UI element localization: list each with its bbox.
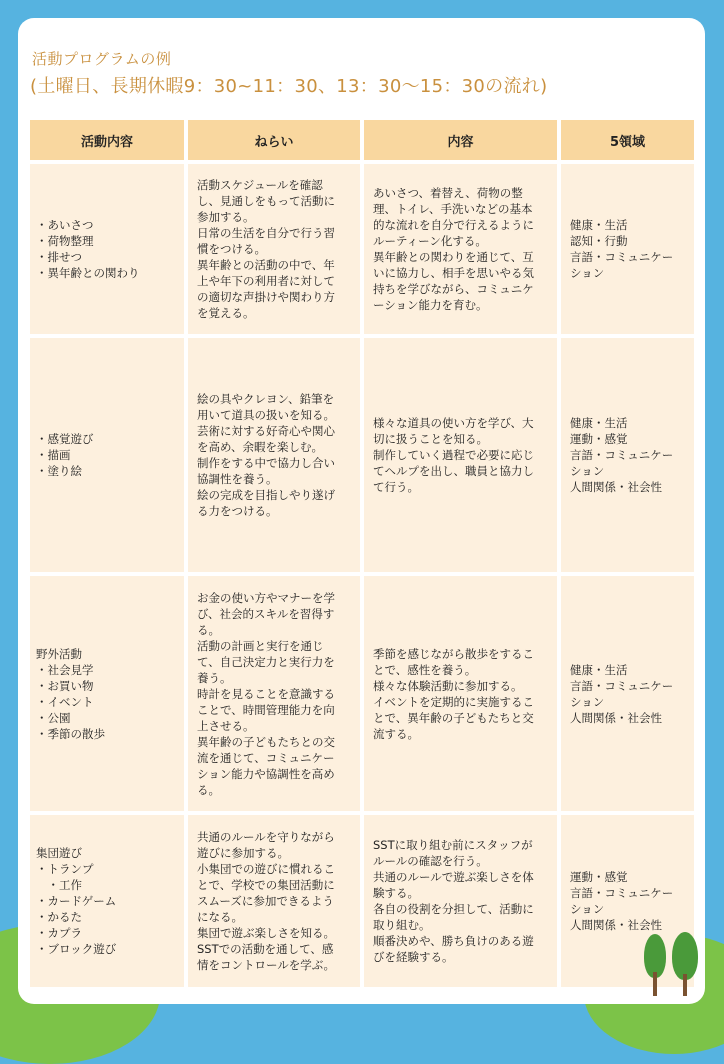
cell-text-line: 順番決めや、勝ち負けのある遊 (373, 934, 534, 948)
cell-text-line: 制作をする中で協力し合い (197, 456, 335, 470)
cell-text-line: 異年齢との関わりを通じて、互 (373, 250, 534, 264)
cell-domains (561, 338, 694, 572)
cell-activity (30, 164, 184, 334)
cell-text-line: 言語・コミュニケー (570, 250, 674, 264)
cell-text-line: スムーズに参加できるよう (197, 894, 334, 908)
cell-text-line: ・塗り絵 (36, 464, 82, 478)
cell-content (364, 338, 557, 572)
cell-activity (30, 338, 184, 572)
header-content: 内容 (364, 120, 557, 160)
cell-text-line: 絵の完成を目指しやり遂げ (197, 488, 335, 502)
cell-text-line: 人間関係・社会性 (570, 710, 662, 725)
cell-text-line: を覚える。 (197, 306, 255, 320)
cell-text-line: し、見通しをもって活動に (197, 194, 335, 208)
cell-activity (30, 815, 184, 987)
cell-text-line: いに協力し、相手を思いやる気 (373, 266, 534, 280)
cell-text-line: てヘルプを出し、職員と協力し (373, 464, 534, 478)
cell-text-line: 参加する。 (197, 210, 255, 224)
cell-text-line: ・公園 (36, 710, 71, 725)
cell-text-line: 芸術に対する好奇心や関心 (197, 424, 335, 438)
cell-text-line: 様々な体験活動に参加する。 (373, 678, 523, 693)
cell-text-line: ・お買い物 (36, 678, 94, 693)
cell-text-line: 流を通じて、コミュニケー (197, 750, 335, 765)
cell-text-line: 季節を感じながら散歩をするこ (373, 646, 534, 661)
cell-text-line: 集団遊び (36, 846, 82, 860)
cell-text-line: 理、トイレ、手洗いなどの基本 (373, 202, 533, 216)
cell-text-line: 取り組む。 (373, 918, 431, 932)
cell-text-line: ・季節の散歩 (36, 726, 105, 741)
cell-text-line: 用いて道具の扱いを知る。 (197, 408, 335, 422)
cell-text-line: とで、異年齢の子どもたちと交 (373, 710, 534, 725)
cell-text-line: ・異年齢との関わり (36, 266, 140, 280)
program-card (18, 18, 705, 1004)
cell-text-line: 上させる。 (197, 718, 255, 733)
cell-text-line: 切に扱うことを知る。 (373, 432, 488, 446)
cell-text-line: 運動・感覚 (570, 870, 628, 884)
cell-text-line: て、自己決定力と実行力を (197, 654, 335, 669)
cell-text-line: ション能力や協調性を高め (197, 766, 335, 781)
cell-text-line: 言語・コミュニケー (570, 886, 674, 900)
cell-text-line: 健康・生活 (570, 416, 628, 430)
cell-text-line: 情をコントロールを学ぶ。 (197, 958, 335, 972)
cell-text-line: 的な流れを自分で行えるように (373, 218, 534, 232)
cell-text-line: 遊びに参加する。 (197, 846, 289, 860)
cell-text-line: 共通のルールを守りながら (197, 830, 335, 844)
cell-text-line: お金の使い方やマナーを学 (197, 590, 335, 605)
cell-aim (188, 815, 360, 987)
cell-text-line: ・描画 (36, 448, 71, 462)
cell-text-line: 集団で遊ぶ楽しさを知る。 (197, 926, 335, 940)
cell-text-line: ション (570, 266, 605, 280)
page-subtitle: (土曜日、長期休暇9：30~11：30、13：30〜15：30の流れ) (30, 76, 548, 97)
cell-text-line: ・トランプ (36, 862, 94, 876)
cell-text-line: ルールの確認を行う。 (373, 854, 488, 868)
cell-text-line: ・あいさつ (36, 218, 94, 232)
cell-text-line: ション (570, 902, 605, 916)
header-activity: 活動内容 (30, 120, 184, 160)
cell-text-line: 野外活動 (36, 646, 82, 661)
cell-text-line: ことで、時間管理能力を向 (197, 702, 335, 717)
cell-aim (188, 576, 360, 811)
cell-text-line: ・イベント (36, 694, 94, 709)
cell-text-line: 協調性を養う。 (197, 472, 278, 486)
cell-text-line: 活動スケジュールを確認 (197, 178, 323, 192)
cell-text-line: 各自の役割を分担して、活動に (373, 902, 534, 916)
cell-text-line: とで、感性を養う。 (373, 662, 477, 677)
page-title: 活動プログラムの例 (32, 50, 172, 68)
cell-text-line: 養う。 (197, 670, 232, 685)
cell-text-line: 言語・コミュニケー (570, 678, 674, 693)
cell-text-line: あいさつ、着替え、荷物の整 (373, 186, 523, 200)
cell-text-line: 絵の具やクレヨン、鉛筆を (197, 392, 335, 406)
cell-text-line: 小集団での遊びに慣れるこ (197, 862, 335, 876)
cell-text-line: ーション能力を育む。 (373, 298, 488, 312)
cell-text-line: 運動・感覚 (570, 432, 628, 446)
cell-text-line: 認知・行動 (570, 234, 628, 248)
cell-content (364, 164, 557, 334)
cell-text-line: 健康・生活 (570, 662, 628, 677)
cell-text-line: 健康・生活 (570, 218, 628, 232)
cell-activity (30, 576, 184, 811)
cell-text-line: 人間関係・社会性 (570, 480, 662, 494)
cell-text-line: ・感覚遊び (36, 432, 94, 446)
cell-text-line: て行う。 (373, 480, 419, 494)
cell-text-line: とで、学校での集団活動に (197, 878, 335, 892)
cell-text-line: SSTでの活動を通して、感 (197, 942, 334, 956)
cell-text-line: ・排せつ (36, 250, 82, 264)
cell-domains (561, 576, 694, 811)
cell-text-line: ・カプラ (36, 926, 82, 940)
cell-text-line: 言語・コミュニケー (570, 448, 674, 462)
cell-text-line: 異年齢の子どもたちとの交 (197, 734, 335, 749)
cell-text-line: 活動の計画と実行を通じ (197, 638, 324, 653)
cell-text-line: 人間関係・社会性 (570, 918, 662, 932)
cell-text-line: ・荷物整理 (36, 234, 94, 248)
cell-content (364, 815, 557, 987)
cell-text-line: る力をつける。 (197, 504, 278, 518)
cell-text-line: 上や年下の利用者に対して (197, 274, 335, 288)
cell-text-line: ・工作 (36, 878, 82, 892)
cell-text-line: る。 (197, 622, 220, 637)
cell-text-line: SSTに取り組む前にスタッフが (373, 838, 533, 852)
cell-text-line: の適切な声掛けや関わり方 (197, 290, 335, 304)
cell-text-line: 慣をつける。 (197, 242, 266, 256)
cell-text-line: ション (570, 464, 605, 478)
cell-text-line: ・かるた (36, 910, 82, 924)
program-table (30, 120, 694, 987)
header-aim: ねらい (188, 120, 360, 160)
cell-text-line: 共通のルールで遊ぶ楽しさを体 (373, 870, 534, 884)
cell-text-line: びを経験する。 (373, 950, 454, 964)
cell-text-line: イベントを定期的に実施するこ (373, 694, 534, 709)
cell-text-line: 異年齢との活動の中で、年 (197, 258, 335, 272)
cell-text-line: 持ちを学びながら、コミュニケ (373, 282, 534, 296)
cell-text-line: る。 (197, 782, 220, 797)
cell-aim (188, 164, 360, 334)
cell-text-line: 日常の生活を自分で行う習 (197, 226, 335, 240)
cell-content (364, 576, 557, 811)
cell-aim (188, 338, 360, 572)
header-domains: 5領域 (561, 120, 694, 160)
cell-text-line: ルーティーン化する。 (373, 234, 487, 248)
cell-text-line: 時計を見ることを意識する (197, 686, 335, 701)
cell-text-line: になる。 (197, 910, 243, 924)
cell-text-line: 制作していく過程で必要に応じ (373, 448, 534, 462)
cell-text-line: ・社会見学 (36, 662, 94, 677)
cell-text-line: ション (570, 694, 605, 709)
cell-text-line: ・ブロック遊び (36, 942, 117, 956)
cell-text-line: 験する。 (373, 886, 419, 900)
cell-domains (561, 164, 694, 334)
cell-text-line: ・カードゲーム (36, 894, 117, 908)
cell-text-line: を高め、余暇を楽しむ。 (197, 440, 324, 454)
cell-text-line: 様々な道具の使い方を学び、大 (373, 416, 534, 430)
cell-text-line: び、社会的スキルを習得す (197, 606, 335, 621)
cell-text-line: 流する。 (373, 726, 419, 741)
